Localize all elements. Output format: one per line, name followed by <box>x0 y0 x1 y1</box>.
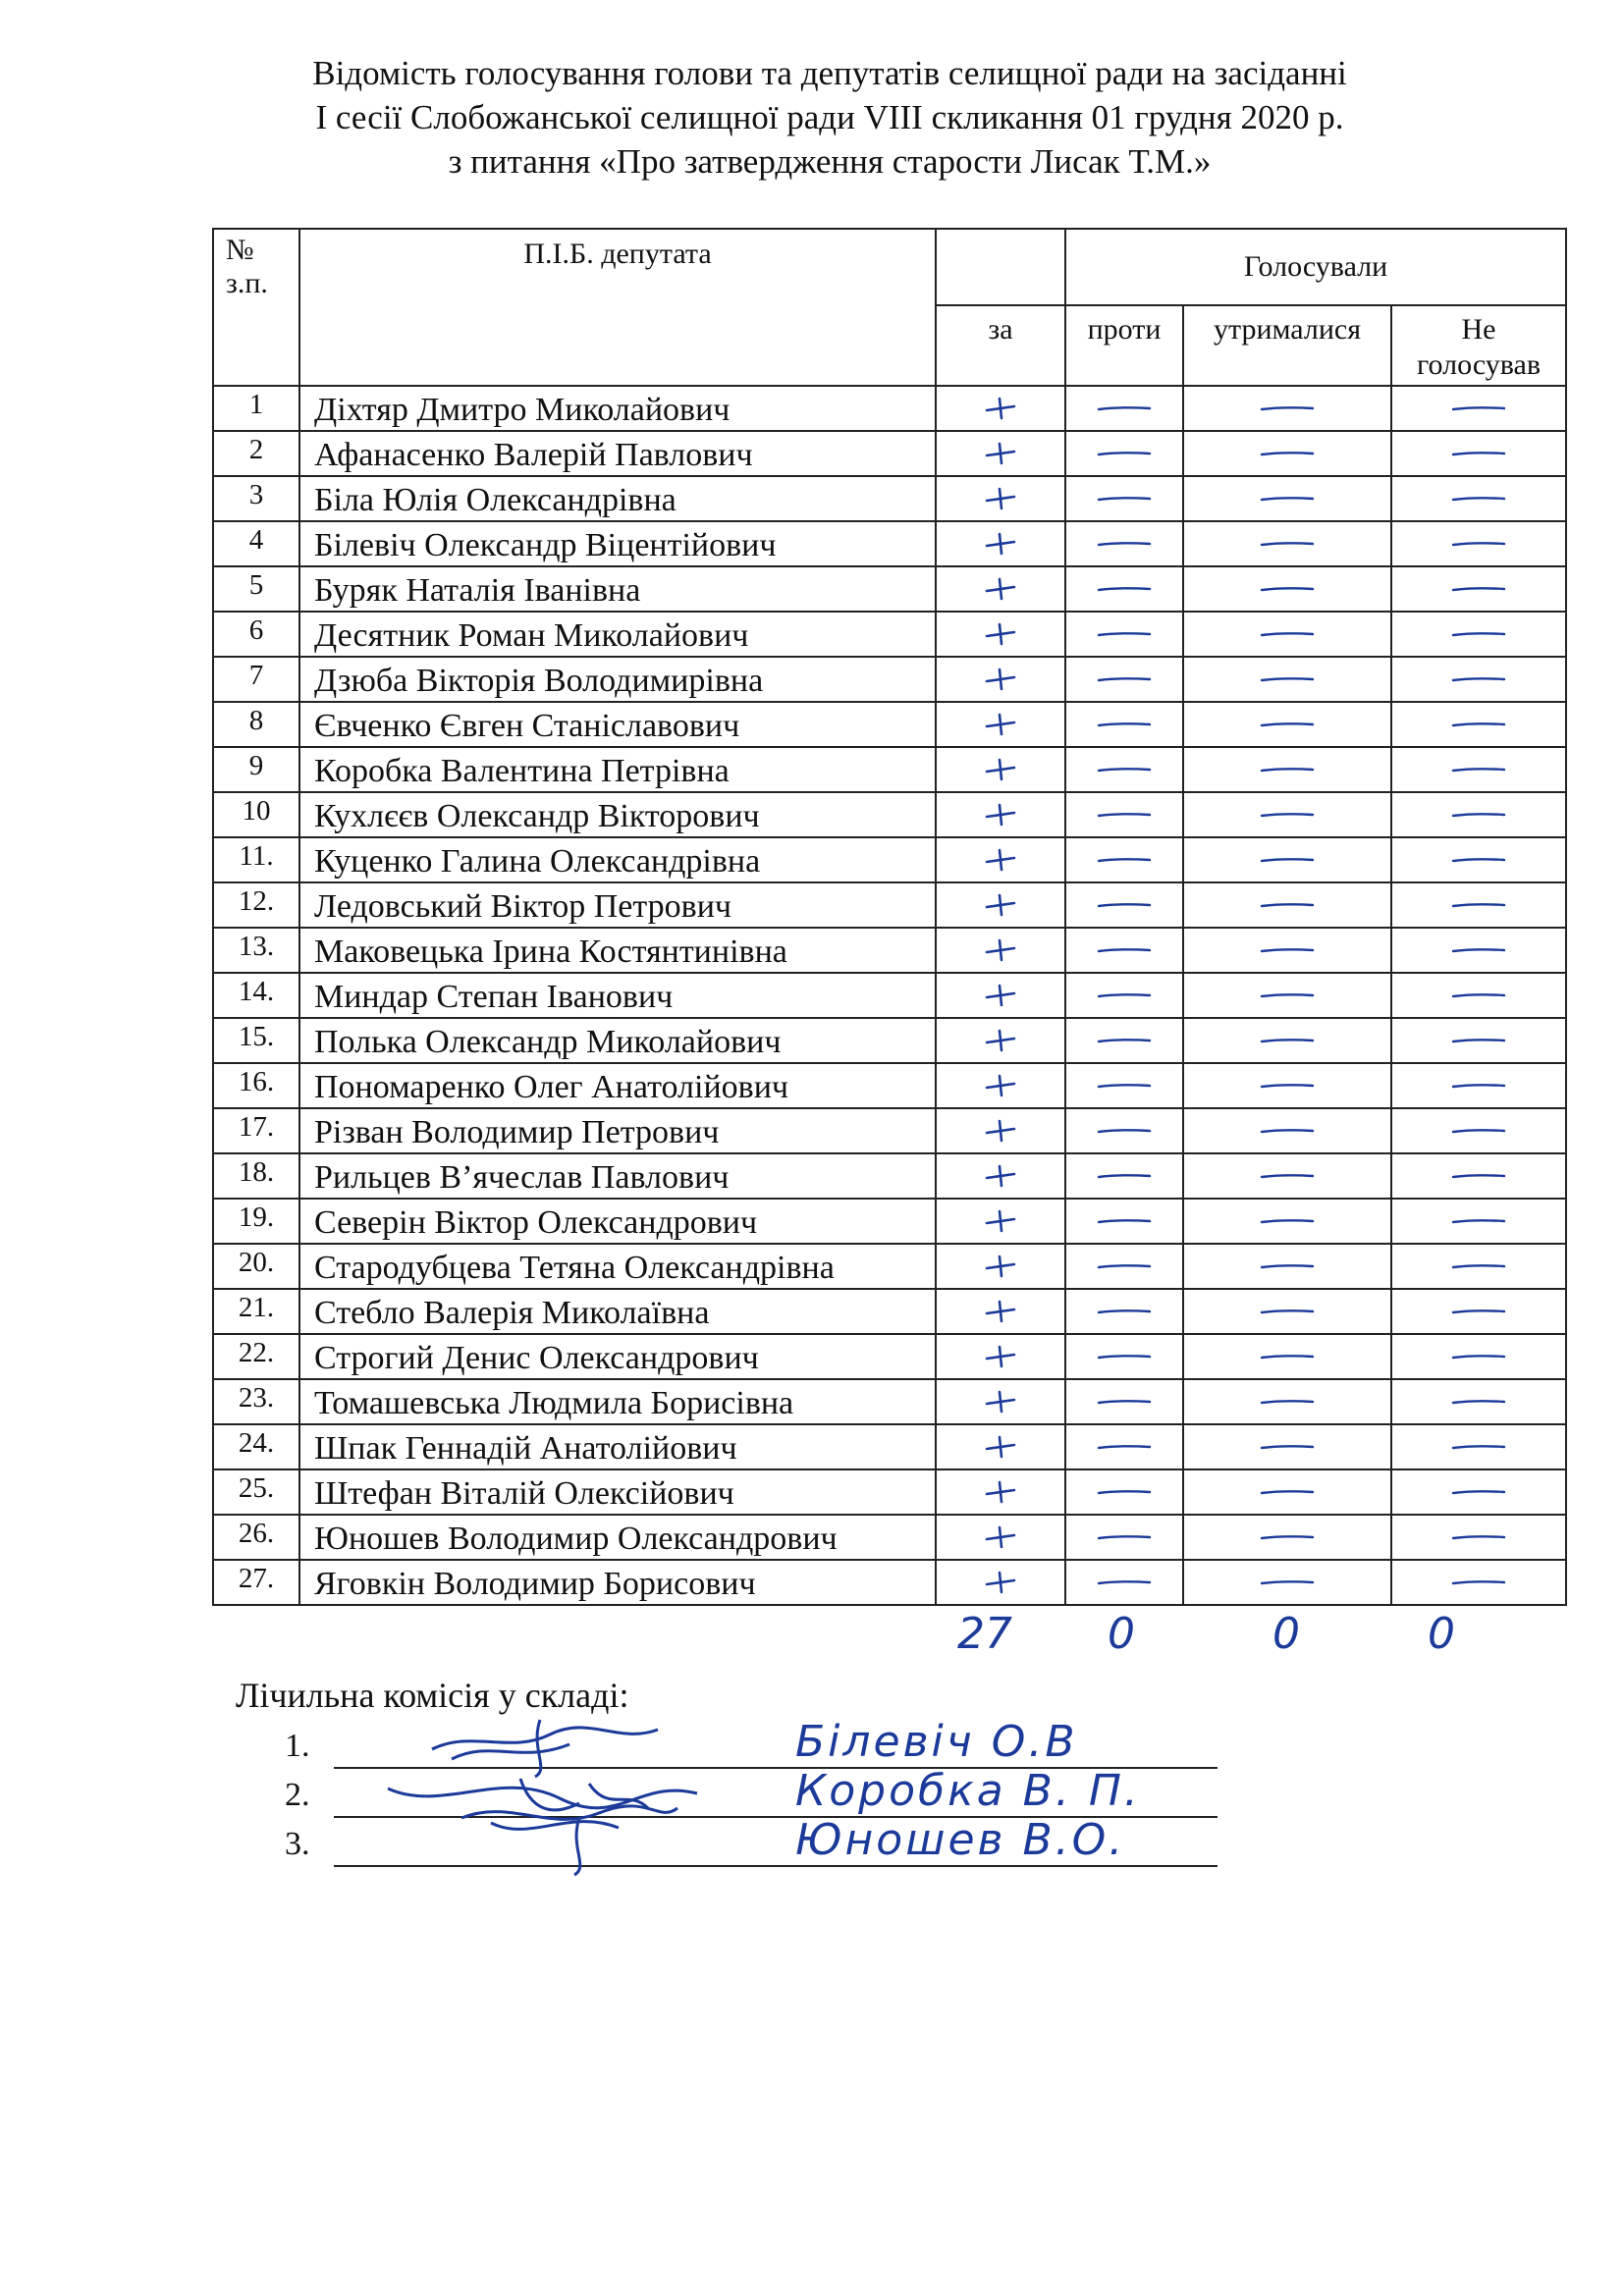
vote-abstained-dash-icon <box>1183 1199 1391 1244</box>
vote-for-plus-icon <box>936 1153 1065 1199</box>
row-number: 2 <box>213 431 299 476</box>
table-row <box>213 928 1566 973</box>
total-against: 0 <box>1108 1609 1135 1659</box>
deputy-name: Дзюба Вікторія Володимирівна <box>299 657 936 702</box>
table-row <box>213 612 1566 657</box>
header-name: П.І.Б. депутата <box>299 229 936 386</box>
vote-abstained-dash-icon <box>1183 1289 1391 1334</box>
table-row <box>213 1424 1566 1469</box>
vote-abstained-dash-icon <box>1183 386 1391 431</box>
member-number: 2. <box>285 1777 310 1813</box>
vote-abstained-dash-icon <box>1183 837 1391 882</box>
row-number: 21. <box>213 1289 299 1334</box>
row-number: 12. <box>213 882 299 928</box>
deputy-name: Десятник Роман Миколайович <box>299 612 936 657</box>
vote-for-plus-icon <box>936 1334 1065 1379</box>
row-number: 6 <box>213 612 299 657</box>
deputy-name: Полька Олександр Миколайович <box>299 1018 936 1063</box>
header-not-voted-line-2: голосував <box>1416 348 1542 381</box>
vote-for-plus-icon <box>936 882 1065 928</box>
deputy-name: Ледовський Віктор Петрович <box>299 882 936 928</box>
vote-not-voted-dash-icon <box>1391 1379 1566 1424</box>
total-not-voted: 0 <box>1428 1609 1455 1659</box>
vote-not-voted-dash-icon <box>1391 566 1566 612</box>
row-number: 20. <box>213 1244 299 1289</box>
table-row <box>213 431 1566 476</box>
row-number: 27. <box>213 1560 299 1605</box>
vote-not-voted-dash-icon <box>1391 973 1566 1018</box>
vote-abstained-dash-icon <box>1183 431 1391 476</box>
header-not-voted <box>1391 305 1566 386</box>
deputy-name: Штефан Віталій Олексійович <box>299 1469 936 1515</box>
vote-against-dash-icon <box>1065 1153 1183 1199</box>
deputy-name: Білевіч Олександр Віцентійович <box>299 521 936 566</box>
row-number: 7 <box>213 657 299 702</box>
deputy-name: Томашевська Людмила Борисівна <box>299 1379 936 1424</box>
deputy-name: Євченко Євген Станіславович <box>299 702 936 747</box>
header-not-voted-line-1: Не <box>1461 313 1496 346</box>
deputy-name: Юношев Володимир Олександрович <box>299 1515 936 1560</box>
vote-for-plus-icon <box>936 928 1065 973</box>
row-number: 17. <box>213 1108 299 1153</box>
vote-for-plus-icon <box>936 1560 1065 1605</box>
vote-abstained-dash-icon <box>1183 1108 1391 1153</box>
title-line-2: І сесії Слобожанської селищної ради VIII скликання 01 грудня 2020 р. <box>315 98 1344 136</box>
row-number: 25. <box>213 1469 299 1515</box>
vote-for-plus-icon <box>936 431 1065 476</box>
deputy-name: Яговкін Володимир Борисович <box>299 1560 936 1605</box>
vote-for-plus-icon <box>936 747 1065 792</box>
vote-not-voted-dash-icon <box>1391 1153 1566 1199</box>
vote-for-plus-icon <box>936 1469 1065 1515</box>
row-number: 13. <box>213 928 299 973</box>
row-number: 3 <box>213 476 299 521</box>
vote-against-dash-icon <box>1065 882 1183 928</box>
table-row <box>213 1108 1566 1153</box>
vote-against-dash-icon <box>1065 837 1183 882</box>
vote-totals <box>0 1610 1624 1669</box>
vote-not-voted-dash-icon <box>1391 792 1566 837</box>
vote-abstained-dash-icon <box>1183 792 1391 837</box>
table-row <box>213 1560 1566 1605</box>
vote-not-voted-dash-icon <box>1391 612 1566 657</box>
table-row <box>213 1289 1566 1334</box>
vote-not-voted-dash-icon <box>1391 476 1566 521</box>
table-row <box>213 792 1566 837</box>
vote-against-dash-icon <box>1065 521 1183 566</box>
member-name: Коробка В. П. <box>795 1766 1141 1816</box>
vote-for-plus-icon <box>936 612 1065 657</box>
vote-against-dash-icon <box>1065 792 1183 837</box>
row-number: 10 <box>213 792 299 837</box>
table-row <box>213 1469 1566 1515</box>
document-title <box>226 51 1434 184</box>
vote-abstained-dash-icon <box>1183 1018 1391 1063</box>
header-blank <box>936 229 1065 305</box>
vote-not-voted-dash-icon <box>1391 1515 1566 1560</box>
vote-not-voted-dash-icon <box>1391 657 1566 702</box>
deputy-name: Пономаренко Олег Анатолійович <box>299 1063 936 1108</box>
deputy-name: Стародубцева Тетяна Олександрівна <box>299 1244 936 1289</box>
vote-against-dash-icon <box>1065 747 1183 792</box>
header-number <box>213 229 299 386</box>
vote-not-voted-dash-icon <box>1391 521 1566 566</box>
table-row <box>213 882 1566 928</box>
vote-against-dash-icon <box>1065 1063 1183 1108</box>
vote-not-voted-dash-icon <box>1391 702 1566 747</box>
vote-not-voted-dash-icon <box>1391 747 1566 792</box>
row-number: 5 <box>213 566 299 612</box>
vote-against-dash-icon <box>1065 702 1183 747</box>
vote-against-dash-icon <box>1065 1560 1183 1605</box>
vote-against-dash-icon <box>1065 928 1183 973</box>
vote-not-voted-dash-icon <box>1391 1469 1566 1515</box>
vote-not-voted-dash-icon <box>1391 837 1566 882</box>
deputy-name: Северін Віктор Олександрович <box>299 1199 936 1244</box>
vote-abstained-dash-icon <box>1183 747 1391 792</box>
vote-abstained-dash-icon <box>1183 1560 1391 1605</box>
vote-abstained-dash-icon <box>1183 1424 1391 1469</box>
deputy-name: Куценко Галина Олександрівна <box>299 837 936 882</box>
vote-abstained-dash-icon <box>1183 1063 1391 1108</box>
vote-not-voted-dash-icon <box>1391 928 1566 973</box>
table-body <box>213 386 1566 1605</box>
vote-for-plus-icon <box>936 792 1065 837</box>
vote-not-voted-dash-icon <box>1391 1108 1566 1153</box>
vote-against-dash-icon <box>1065 657 1183 702</box>
table-row <box>213 702 1566 747</box>
row-number: 24. <box>213 1424 299 1469</box>
table-row <box>213 1515 1566 1560</box>
total-for: 27 <box>957 1609 1012 1659</box>
vote-for-plus-icon <box>936 973 1065 1018</box>
vote-abstained-dash-icon <box>1183 657 1391 702</box>
title-line-1: Відомість голосування голови та депутатів селищної ради на засіданні <box>312 54 1347 92</box>
vote-against-dash-icon <box>1065 1244 1183 1289</box>
vote-abstained-dash-icon <box>1183 973 1391 1018</box>
title-line-3: з питання «Про затвердження старости Лисак Т.М.» <box>448 142 1212 181</box>
table-row <box>213 1244 1566 1289</box>
vote-abstained-dash-icon <box>1183 1244 1391 1289</box>
commission-member-3 <box>285 1815 1218 1867</box>
vote-against-dash-icon <box>1065 1424 1183 1469</box>
row-number: 23. <box>213 1379 299 1424</box>
vote-not-voted-dash-icon <box>1391 1199 1566 1244</box>
vote-for-plus-icon <box>936 1424 1065 1469</box>
header-for: за <box>936 305 1065 386</box>
deputy-name: Миндар Степан Іванович <box>299 973 936 1018</box>
table-row <box>213 747 1566 792</box>
deputy-name: Стебло Валерія Миколаївна <box>299 1289 936 1334</box>
table-row <box>213 1199 1566 1244</box>
table-row <box>213 521 1566 566</box>
vote-against-dash-icon <box>1065 386 1183 431</box>
vote-not-voted-dash-icon <box>1391 431 1566 476</box>
table-row <box>213 1153 1566 1199</box>
row-number: 26. <box>213 1515 299 1560</box>
vote-abstained-dash-icon <box>1183 928 1391 973</box>
vote-abstained-dash-icon <box>1183 1469 1391 1515</box>
deputy-name: Кухлєєв Олександр Вікторович <box>299 792 936 837</box>
member-number: 1. <box>285 1728 310 1764</box>
member-name: Юношев В.О. <box>795 1815 1126 1865</box>
signature-scribble <box>452 1789 687 1877</box>
vote-against-dash-icon <box>1065 1379 1183 1424</box>
vote-for-plus-icon <box>936 1289 1065 1334</box>
vote-for-plus-icon <box>936 1515 1065 1560</box>
header-voted: Голосували <box>1065 229 1566 305</box>
table-row <box>213 837 1566 882</box>
vote-not-voted-dash-icon <box>1391 1334 1566 1379</box>
vote-against-dash-icon <box>1065 1018 1183 1063</box>
vote-for-plus-icon <box>936 1063 1065 1108</box>
deputy-name: Коробка Валентина Петрівна <box>299 747 936 792</box>
vote-for-plus-icon <box>936 1199 1065 1244</box>
row-number: 4 <box>213 521 299 566</box>
row-number: 9 <box>213 747 299 792</box>
deputy-name: Шпак Геннадій Анатолійович <box>299 1424 936 1469</box>
vote-not-voted-dash-icon <box>1391 1560 1566 1605</box>
row-number: 11. <box>213 837 299 882</box>
vote-for-plus-icon <box>936 521 1065 566</box>
vote-against-dash-icon <box>1065 431 1183 476</box>
table-row <box>213 973 1566 1018</box>
row-number: 15. <box>213 1018 299 1063</box>
vote-against-dash-icon <box>1065 1334 1183 1379</box>
vote-not-voted-dash-icon <box>1391 1244 1566 1289</box>
vote-against-dash-icon <box>1065 1515 1183 1560</box>
vote-abstained-dash-icon <box>1183 476 1391 521</box>
header-number-line-2: з.п. <box>226 267 268 299</box>
vote-for-plus-icon <box>936 1018 1065 1063</box>
header-abstained: утрималися <box>1183 305 1391 386</box>
vote-for-plus-icon <box>936 566 1065 612</box>
vote-abstained-dash-icon <box>1183 1334 1391 1379</box>
vote-abstained-dash-icon <box>1183 566 1391 612</box>
vote-against-dash-icon <box>1065 1469 1183 1515</box>
commission-label: Лічильна комісія у складі: <box>236 1676 629 1715</box>
row-number: 16. <box>213 1063 299 1108</box>
table-row <box>213 566 1566 612</box>
vote-for-plus-icon <box>936 386 1065 431</box>
vote-for-plus-icon <box>936 1244 1065 1289</box>
vote-for-plus-icon <box>936 476 1065 521</box>
vote-against-dash-icon <box>1065 612 1183 657</box>
vote-abstained-dash-icon <box>1183 882 1391 928</box>
member-name: Білевіч О.В <box>795 1717 1078 1767</box>
vote-not-voted-dash-icon <box>1391 1063 1566 1108</box>
vote-against-dash-icon <box>1065 1108 1183 1153</box>
vote-abstained-dash-icon <box>1183 1153 1391 1199</box>
deputy-name: Різван Володимир Петрович <box>299 1108 936 1153</box>
vote-abstained-dash-icon <box>1183 1379 1391 1424</box>
vote-for-plus-icon <box>936 702 1065 747</box>
vote-for-plus-icon <box>936 657 1065 702</box>
vote-not-voted-dash-icon <box>1391 882 1566 928</box>
row-number: 19. <box>213 1199 299 1244</box>
vote-against-dash-icon <box>1065 566 1183 612</box>
table-row <box>213 386 1566 431</box>
member-number: 3. <box>285 1826 310 1862</box>
vote-for-plus-icon <box>936 1108 1065 1153</box>
vote-against-dash-icon <box>1065 1199 1183 1244</box>
row-number: 22. <box>213 1334 299 1379</box>
table-row <box>213 657 1566 702</box>
row-number: 18. <box>213 1153 299 1199</box>
vote-abstained-dash-icon <box>1183 702 1391 747</box>
deputy-name: Буряк Наталія Іванівна <box>299 566 936 612</box>
row-number: 8 <box>213 702 299 747</box>
deputy-name: Маковецька Ірина Костянтинівна <box>299 928 936 973</box>
deputy-name: Афанасенко Валерій Павлович <box>299 431 936 476</box>
vote-abstained-dash-icon <box>1183 612 1391 657</box>
vote-abstained-dash-icon <box>1183 1515 1391 1560</box>
deputy-name: Біла Юлія Олександрівна <box>299 476 936 521</box>
table-row <box>213 476 1566 521</box>
vote-abstained-dash-icon <box>1183 521 1391 566</box>
deputy-name: Діхтяр Дмитро Миколайович <box>299 386 936 431</box>
voting-table <box>212 228 1567 1606</box>
table-row <box>213 1063 1566 1108</box>
vote-against-dash-icon <box>1065 973 1183 1018</box>
deputy-name: Рильцев В’ячеслав Павлович <box>299 1153 936 1199</box>
deputy-name: Строгий Денис Олександрович <box>299 1334 936 1379</box>
row-number: 14. <box>213 973 299 1018</box>
commission-member-2 <box>285 1766 1218 1818</box>
table-row <box>213 1379 1566 1424</box>
vote-against-dash-icon <box>1065 1289 1183 1334</box>
table-row <box>213 1018 1566 1063</box>
header-against: проти <box>1065 305 1183 386</box>
table-row <box>213 1334 1566 1379</box>
vote-not-voted-dash-icon <box>1391 1018 1566 1063</box>
vote-for-plus-icon <box>936 1379 1065 1424</box>
row-number: 1 <box>213 386 299 431</box>
vote-not-voted-dash-icon <box>1391 1424 1566 1469</box>
vote-not-voted-dash-icon <box>1391 1289 1566 1334</box>
vote-against-dash-icon <box>1065 476 1183 521</box>
header-number-line-1: № <box>226 234 254 266</box>
total-abstained: 0 <box>1272 1609 1300 1659</box>
vote-not-voted-dash-icon <box>1391 386 1566 431</box>
vote-for-plus-icon <box>936 837 1065 882</box>
